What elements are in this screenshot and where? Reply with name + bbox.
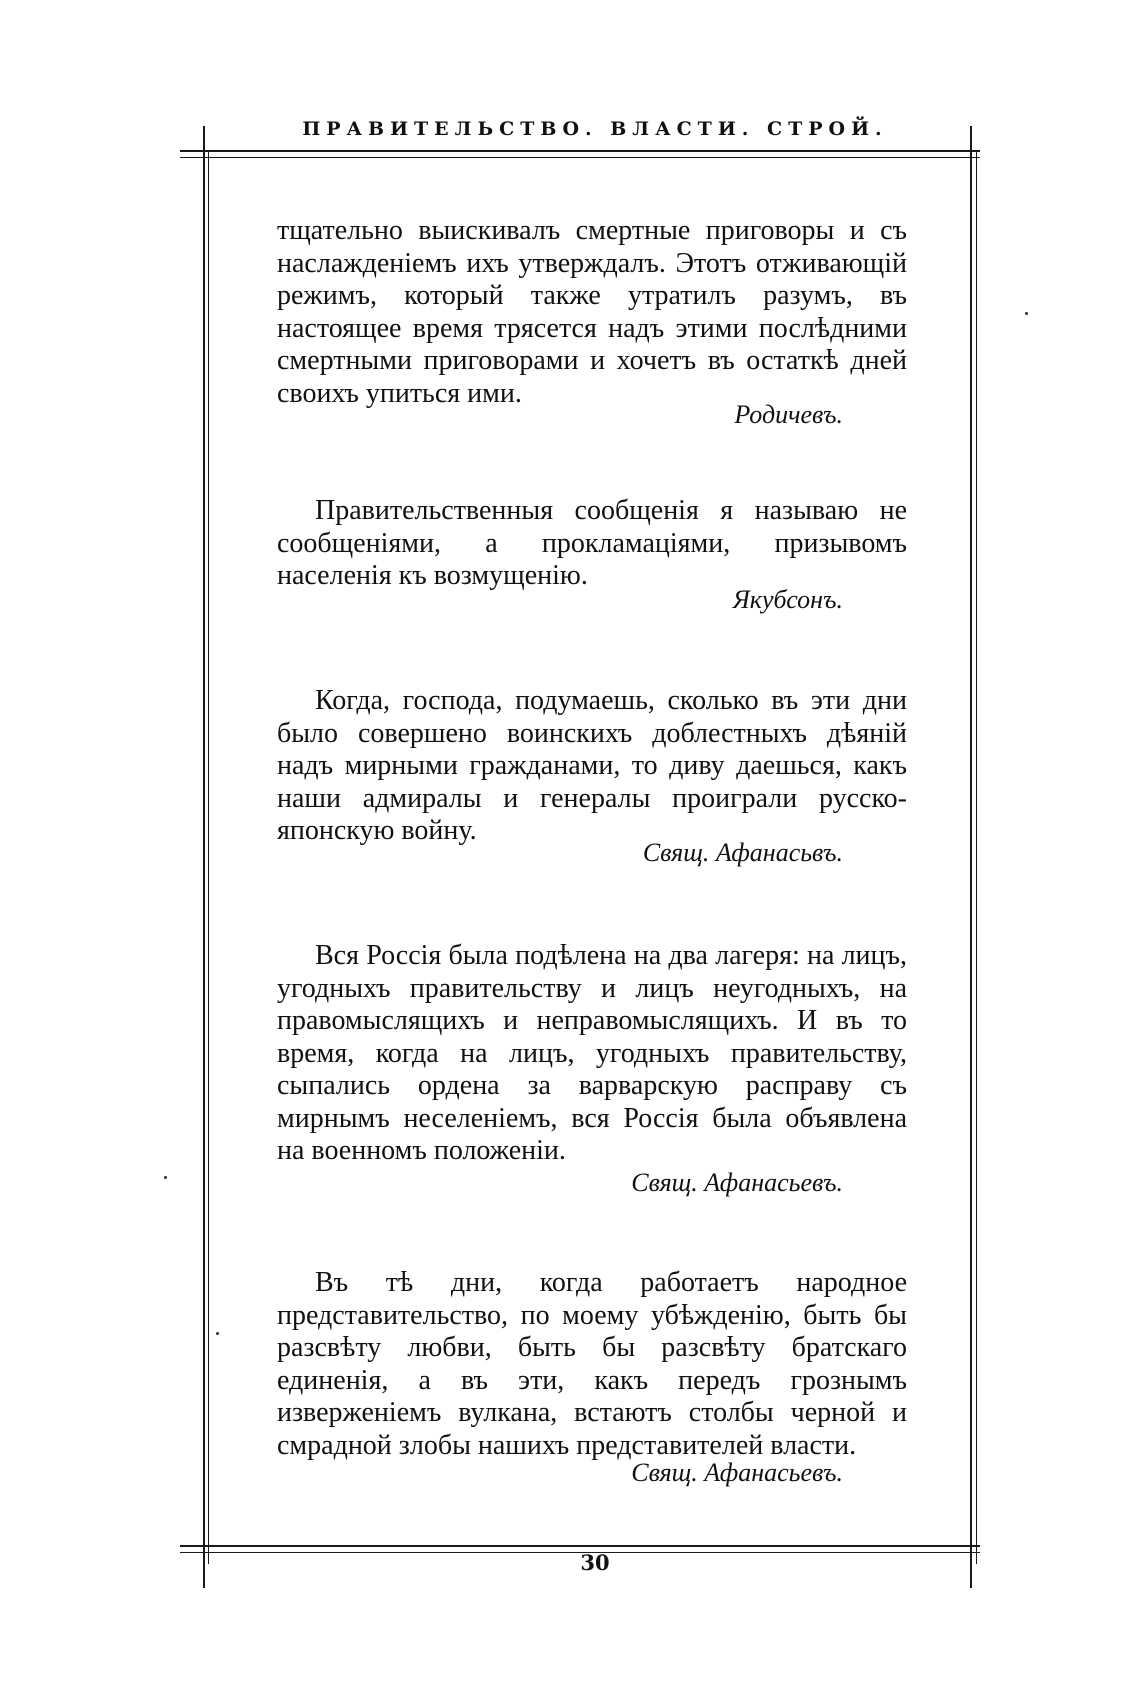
running-header: ПРАВИТЕЛЬСТВО. ВЛАСТИ. СТРОЙ. <box>302 118 888 140</box>
quote-5-author: Свящ. Афанасьевъ. <box>631 1458 843 1487</box>
quote-3-author: Свящ. Афанасьвъ. <box>642 838 843 867</box>
quote-2-author: Якубсонъ. <box>732 585 843 614</box>
bottom-rule <box>180 1545 980 1547</box>
scan-speck <box>1025 312 1028 315</box>
right-border-inner <box>976 150 977 1564</box>
page-number: 30 <box>580 1550 610 1575</box>
left-border-line <box>203 126 205 1588</box>
quote-4-author: Свящ. Афанасьевъ. <box>631 1168 843 1197</box>
quote-4-text: Вся Россiя была подѣлена на два лагеря: на лицъ, угодныхъ правительству и лицъ неугодныхъ, на правомыслящихъ и неправомыслящихъ. И въ то время, когда на лицъ, угодныхъ правительству, сыпались ордена за варварскую расправу съ мирнымъ неселенiемъ, вся Россiя была объявлена на военномъ положенiи. <box>277 940 907 1166</box>
right-border-line <box>970 126 972 1588</box>
quote-4 <box>277 940 907 1168</box>
scan-speck <box>216 1332 219 1335</box>
quote-5-text: Въ тѣ дни, когда работаетъ народное представительство, по моему убѣжденiю, быть бы разсвѣту любви, быть бы разсвѣту братскаго единенiя, а въ эти, какъ передъ грознымъ изверженiемъ вулкана, встаютъ столбы черной и смрадной злобы нашихъ представителей власти. <box>277 1267 907 1461</box>
quote-3-text: Когда, господа, подумаешь, сколько въ эти дни было совершено воинскихъ доблестныхъ дѣянiй надъ мирными гражданами, то диву даешься, какъ наши адмиралы и генералы проиграли русско-японскую войну. <box>277 685 907 846</box>
top-rule <box>180 150 980 152</box>
quote-1 <box>277 215 907 410</box>
quote-3 <box>277 685 907 848</box>
quote-5 <box>277 1267 907 1462</box>
quote-2-text: Правительственныя сообщенiя я называю не сообщенiями, а прокламацiями, призывомъ населенiя къ возмущенiю. <box>277 495 907 591</box>
quote-2 <box>277 495 907 593</box>
top-rule-inner <box>180 157 980 158</box>
left-border-inner <box>208 150 209 1564</box>
quote-1-text: тщательно выискивалъ смертные приговоры и съ наслажденiемъ ихъ утверждалъ. Этотъ отживающiй режимъ, который также утратилъ разумъ, въ настоящее время трясется надъ этими послѣдними смертными приговорами и хочетъ въ остаткѣ дней своихъ упиться ими. <box>277 215 907 409</box>
scan-speck <box>164 1176 167 1179</box>
quote-1-author: Родичевъ. <box>734 400 843 429</box>
